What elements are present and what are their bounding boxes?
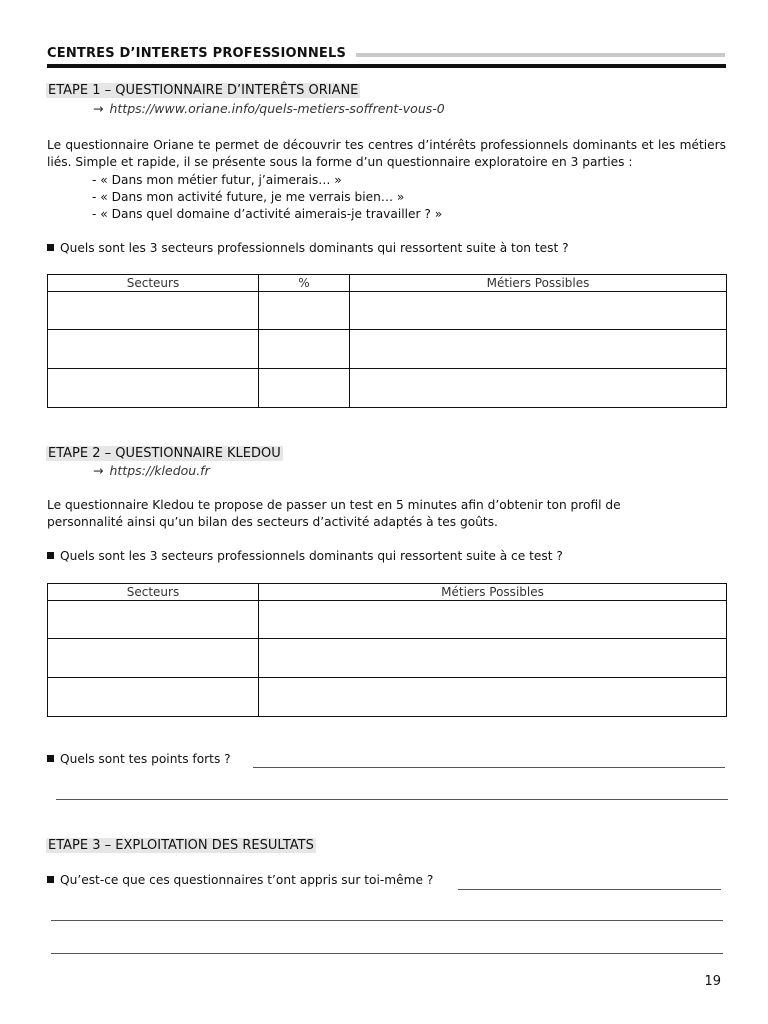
etape3-answer-line-1[interactable] — [458, 889, 721, 890]
list-item: - « Dans mon métier futur, j’aimerais… » — [92, 173, 342, 187]
table-cell-secteur[interactable] — [48, 369, 259, 408]
table-cell-secteur[interactable] — [48, 639, 259, 678]
etape3-heading: ETAPE 3 – EXPLOITATION DES RESULTATS — [48, 838, 314, 853]
etape2-heading: ETAPE 2 – QUESTIONNAIRE KLEDOU — [48, 446, 281, 461]
etape2-heading-wrap — [46, 445, 283, 463]
table-cell-secteur[interactable] — [48, 330, 259, 369]
etape1-parts-list — [92, 172, 442, 223]
etape3-answer-line-2[interactable] — [51, 920, 723, 921]
etape3-heading-wrap — [46, 837, 316, 855]
column-header-secteurs: Secteurs — [48, 275, 259, 292]
etape2-question-text: Quels sont les 3 secteurs professionnels dominants qui ressortent suite à ce test ? — [60, 549, 563, 563]
etape3-question — [47, 872, 433, 889]
title-rule-thick — [47, 64, 726, 68]
table-cell-metiers[interactable] — [259, 639, 727, 678]
etape1-link-line[interactable] — [93, 101, 445, 116]
table-row — [48, 639, 727, 678]
arrow-right-icon: → — [93, 101, 104, 116]
square-bullet-icon — [47, 876, 54, 883]
strengths-question — [47, 751, 231, 768]
table-cell-secteur[interactable] — [48, 292, 259, 330]
table-cell-percent[interactable] — [259, 292, 350, 330]
etape1-heading-wrap — [46, 82, 360, 100]
table-cell-metiers[interactable] — [259, 678, 727, 717]
etape3-question-text: Qu’est-ce que ces questionnaires t’ont appris sur toi-même ? — [60, 873, 434, 887]
list-item: - « Dans quel domaine d’activité aimerais-je travailler ? » — [92, 207, 443, 221]
square-bullet-icon — [47, 755, 54, 762]
etape2-description: Le questionnaire Kledou te propose de passer un test en 5 minutes afin d’obtenir ton profil de personnalité ainsi qu’un bilan des secteurs d’activité adaptés à tes goûts. — [47, 498, 621, 529]
etape1-link[interactable]: https://www.oriane.info/quels-metiers-soffrent-vous-0 — [109, 101, 445, 116]
etape2-question — [47, 548, 563, 565]
strengths-answer-line-2[interactable] — [56, 799, 728, 800]
table-row — [48, 369, 727, 408]
table-cell-secteur[interactable] — [48, 678, 259, 717]
column-header-metiers: Métiers Possibles — [259, 584, 727, 601]
column-header-metiers: Métiers Possibles — [350, 275, 727, 292]
table-row — [48, 601, 727, 639]
title-rule-thin — [356, 53, 725, 57]
table-row — [48, 330, 727, 369]
table-row — [48, 292, 727, 330]
table-cell-metiers[interactable] — [259, 601, 727, 639]
table-cell-secteur[interactable] — [48, 601, 259, 639]
etape2-table — [47, 583, 727, 717]
etape1-question — [47, 240, 569, 257]
etape3-answer-line-3[interactable] — [51, 953, 723, 954]
arrow-right-icon: → — [93, 463, 104, 478]
table-cell-metiers[interactable] — [350, 330, 727, 369]
table-cell-metiers[interactable] — [350, 292, 727, 330]
table-cell-metiers[interactable] — [350, 369, 727, 408]
table-cell-percent[interactable] — [259, 369, 350, 408]
etape2-link[interactable]: https://kledou.fr — [109, 463, 210, 478]
strengths-answer-line-1[interactable] — [253, 767, 725, 768]
column-header-secteurs: Secteurs — [48, 584, 259, 601]
column-header-percent: % — [259, 275, 350, 292]
etape1-heading: ETAPE 1 – QUESTIONNAIRE D’INTERÊTS ORIANE — [48, 83, 359, 98]
square-bullet-icon — [47, 244, 54, 251]
square-bullet-icon — [47, 552, 54, 559]
page-title: CENTRES D’INTERETS PROFESSIONNELS — [47, 46, 347, 61]
etape1-table — [47, 274, 727, 408]
etape1-question-text: Quels sont les 3 secteurs professionnels dominants qui ressortent suite à ton test ? — [60, 241, 569, 255]
etape2-link-line[interactable] — [93, 463, 210, 478]
table-row — [48, 678, 727, 717]
etape1-description: Le questionnaire Oriane te permet de découvrir tes centres d’intérêts professionnels dominants et les métiers liés. Simple et rapide, il se présente sous la forme d’un questionnaire exploratoire en 3 parties : — [47, 138, 726, 169]
page-number: 19 — [704, 974, 721, 989]
list-item: - « Dans mon activité future, je me verrais bien… » — [92, 190, 405, 204]
strengths-question-text: Quels sont tes points forts ? — [60, 752, 231, 766]
table-cell-percent[interactable] — [259, 330, 350, 369]
